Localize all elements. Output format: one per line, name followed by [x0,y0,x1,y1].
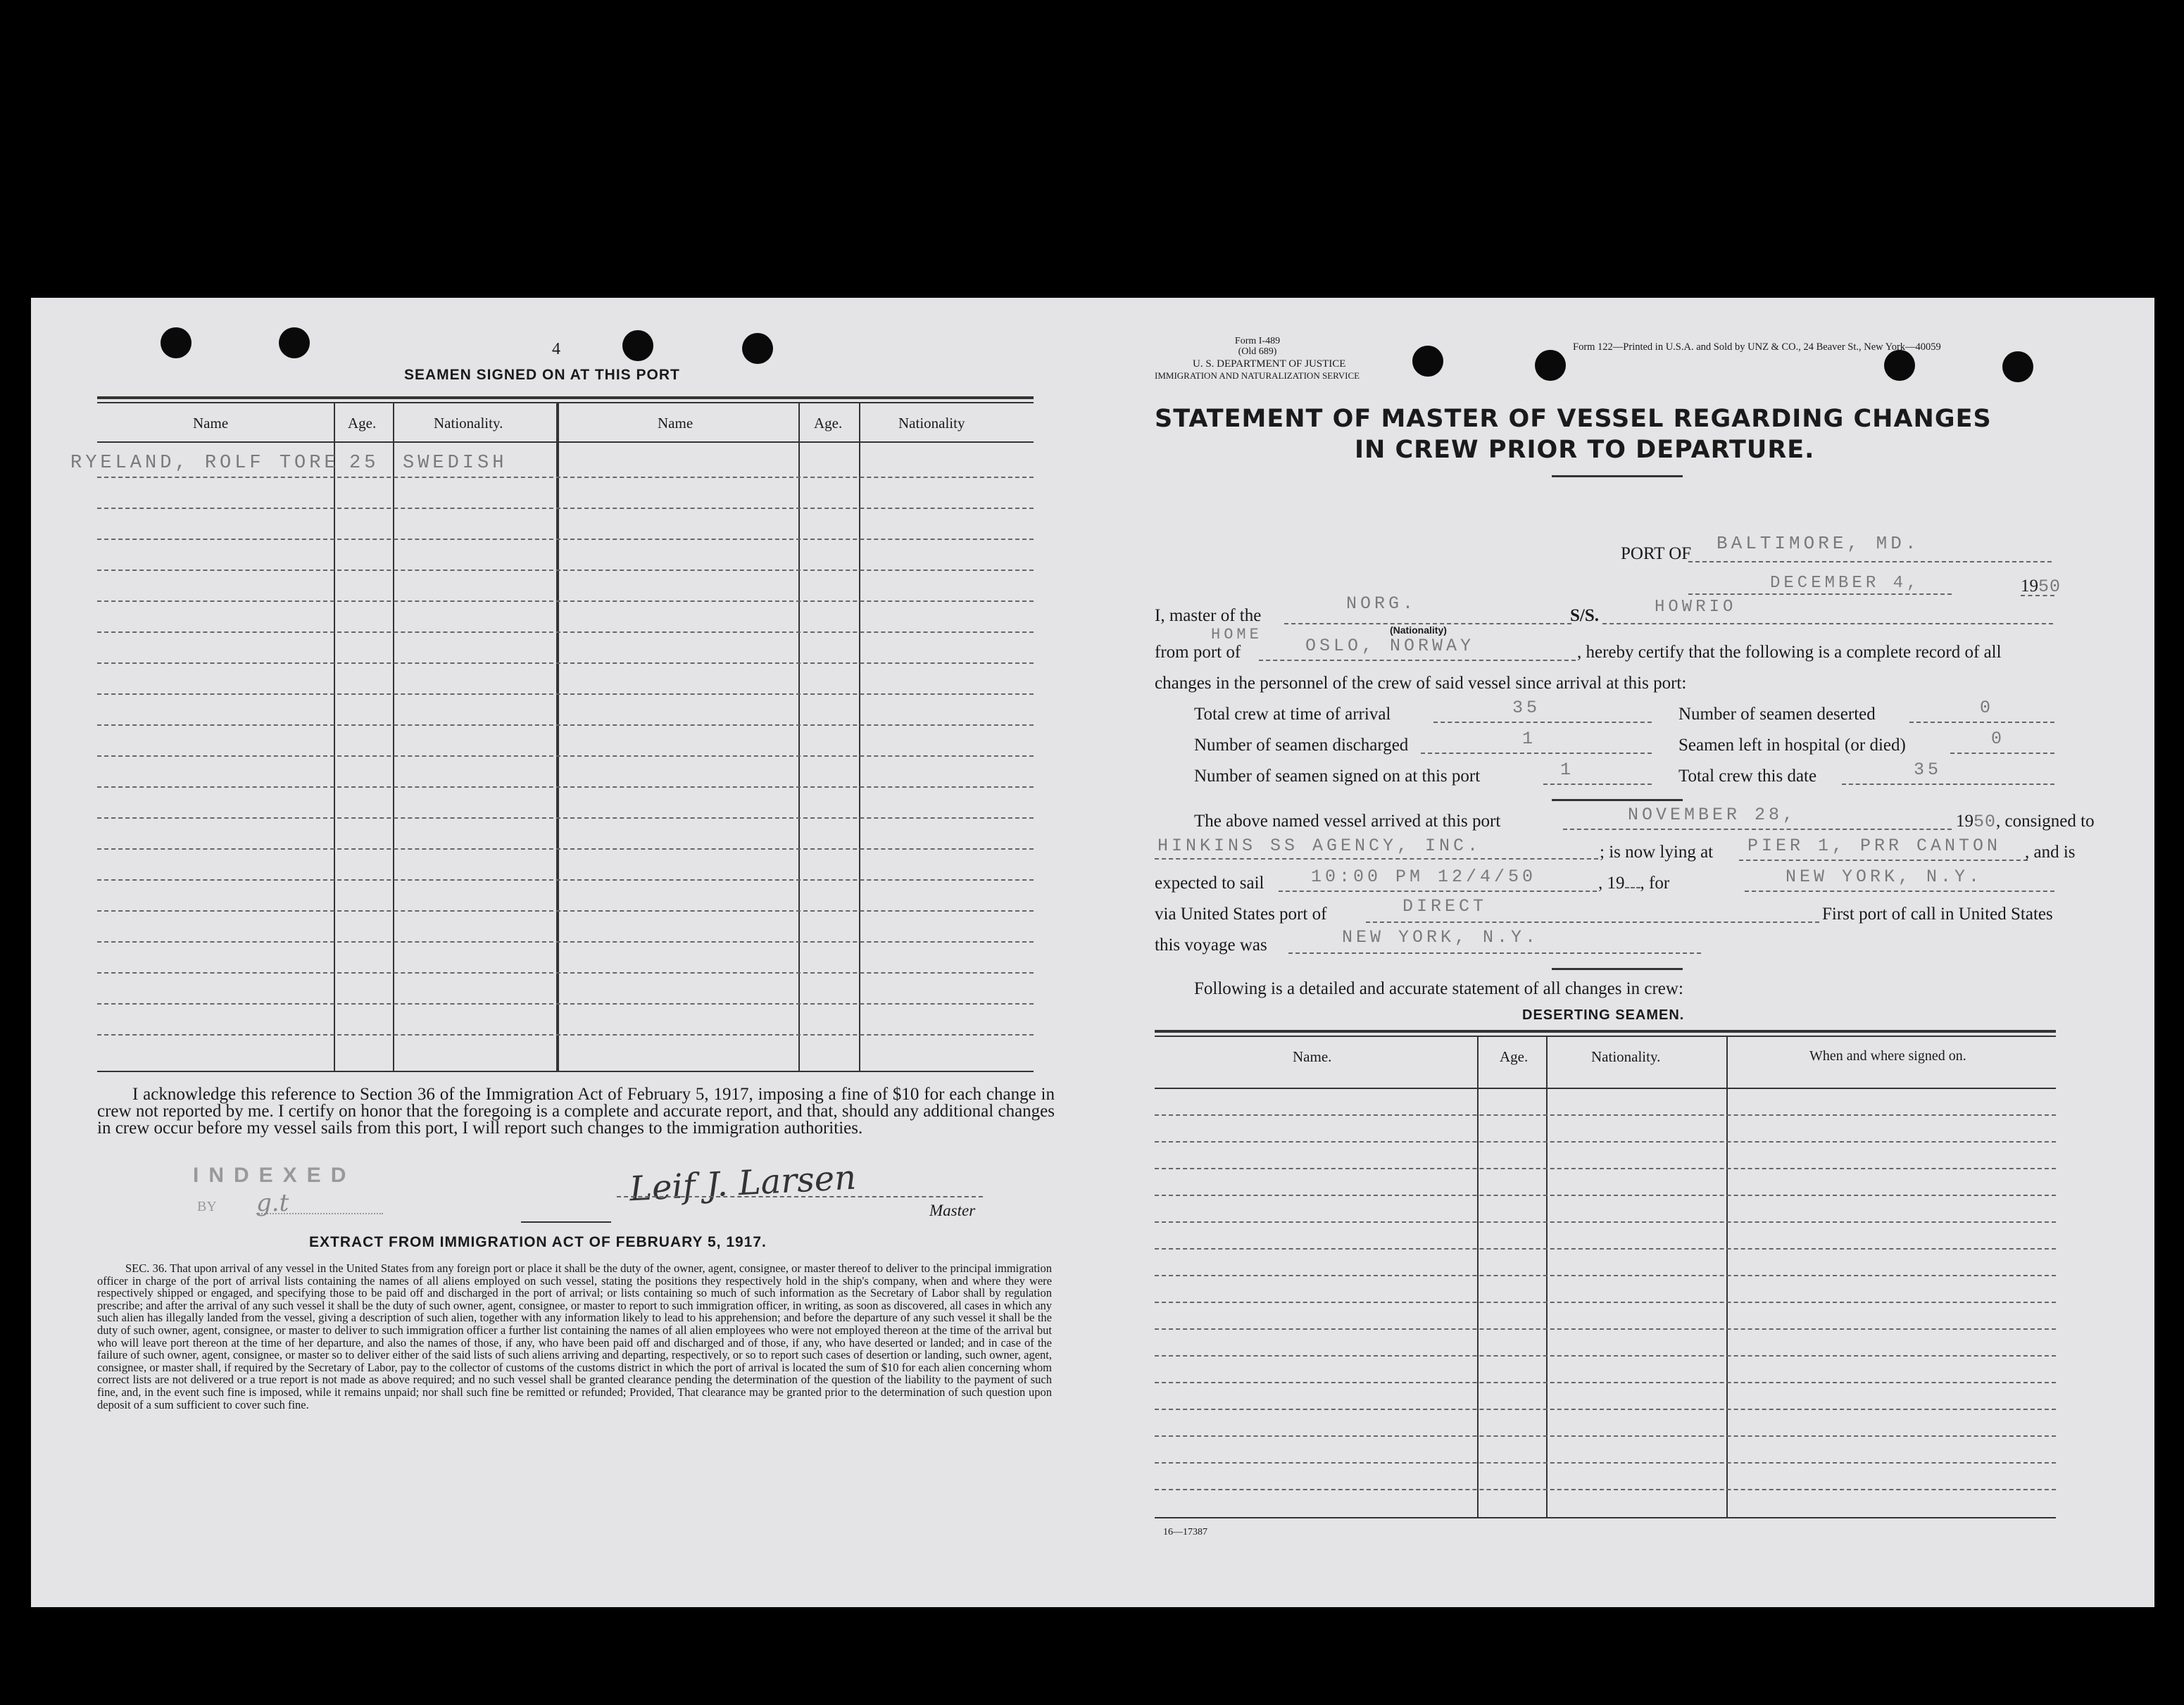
consignee-value: HINKINS SS AGENCY, INC. [1157,836,1482,856]
for-label: , for [1640,874,1670,893]
footer-code: 16—17387 [1163,1527,1207,1537]
nationality-caption: (Nationality) [1390,624,1447,636]
following-text: Following is a detailed and accurate statement of all changes in crew: [1194,979,1683,998]
master-of-label: I, master of the [1155,606,1262,625]
stat-signed-on: 1 [1560,760,1575,780]
master-signature: Leif J. Larsen [628,1157,858,1209]
punch-hole [279,327,310,358]
and-is: , and is [2025,843,2076,862]
via-value: DIRECT [1402,896,1488,917]
stat-deserted-label: Number of seamen deserted [1678,705,1876,724]
col-header-name-2: Name [658,415,694,432]
extract-text: SEC. 36. That upon arrival of any vessel in the United States from any foreign port or place it shall be the duty of the owner, agent, consignee, or master thereof to deliver to the principal immigration officer in charge of the port of arrival lists containing the names of all aliens employed on such vessel, stating the positions they respectively hold in the ship's company, when and where they were respectively shipped or engaged, and specifying those to be paid off and discharged in the port of arrival; or lists containing so much of such information as the Secretary of Labor shall by regulation prescribe; and after the arrival of any such vessel it shall be the duty of such owner, agent, consignee, or master to report to such immigration officer, in writing, as soon as discovered, all cases in which any such alien has illegally landed from the vessel, giving a description of such alien, together with any information likely to lead to his apprehension; and before the departure of any such vessel it shall be the duty of such owner, agent, consignee, or master to deliver to such immigration officer a further list containing the names of all alien employees who were not employed thereon at the time of the arrival but who will leave port thereon at the time of her departure, and also the names of those, if any, who have been paid off and discharged and of those, if any, who have deserted or landed; and in case of the failure of such owner, agent, consignee, or master so to deliver either of the said lists of such aliens arriving and departing, respectively, or so to report such cases of desertion or landing, such owner, agent, consignee, or master shall, if required by the Secretary of Labor, pay to the collector of customs of the customs district in which the port of arrival is located the sum of $10 for each alien concerning whom correct lists are not delivered or a true report is not made as above required; and no such vessel shall be granted clearance pending the determination of the question of the liability to the payment of such fine, and, in the event such fine is imposed, while it remains unpaid; nor shall such fine be remitted or refunded; Provided, That clearance may be granted prior to the determination of such question upon deposit of a sum sufficient to cover such fine. [97,1262,1053,1411]
home-value: HOME [1211,626,1262,643]
arrived-value: NOVEMBER 28, [1628,805,1797,825]
nationality-value: NORG. [1346,593,1417,614]
punch-hole [1412,346,1443,377]
certify-text: , hereby certify that the following is a complete record of all [1577,643,2002,662]
lying-value: PIER 1, PRR CANTON [1747,836,2002,856]
col-header-nationality-2: Nationality [898,415,965,432]
form-title-line2: IN CREW PRIOR TO DEPARTURE. [1355,436,1815,464]
service: IMMIGRATION AND NATURALIZATION SERVICE [1155,370,1360,381]
stat-hospital: 0 [1991,729,2006,749]
punch-hole [2002,351,2033,382]
deserting-title: DESERTING SEAMEN. [1522,1007,1685,1023]
expected-value: 10:00 PM 12/4/50 [1311,867,1537,887]
from-port-value: OSLO, NORWAY [1305,636,1475,656]
ship-prefix: S/S. [1570,606,1600,625]
page-number: 4 [552,340,560,358]
document-sheet [31,298,2154,1607]
acknowledgement-text: I acknowledge this reference to Section 36 of the Immigration Act of February 5, 1917, imposing a fine of $10 for each change in crew not reported by me. I certify on honor that the foregoing is a complete and accurate report, and that, should any additional changes in crew occur before my vessel sails from this port, I will report such changes to the immigration authorities. [97,1085,1055,1138]
port-of-label: PORT OF [1621,544,1692,563]
via-label: via United States port of [1155,905,1327,924]
stat-total-date-label: Total crew this date [1678,767,1817,786]
stamp-by: BY [197,1199,217,1214]
arrived-year: 50 [1973,812,1997,832]
desert-col-nationality: Nationality. [1591,1048,1661,1065]
consigned-label: , consigned to [1996,812,2095,831]
col-header-age-2: Age. [814,415,843,432]
date-value: DECEMBER 4, [1770,574,1921,593]
left-page-title: SEAMEN SIGNED ON AT THIS PORT [404,367,680,383]
desert-col-age: Age. [1500,1048,1529,1065]
from-port-label: from port of [1155,643,1241,662]
col-header-nationality: Nationality. [434,415,503,432]
desert-col-signed: When and where signed on. [1809,1048,1966,1064]
lying-label: ; is now lying at [1600,843,1714,862]
arrived-label: The above named vessel arrived at this port [1194,812,1501,831]
stat-discharged: 1 [1522,729,1537,749]
first-port-label: First port of call in United States [1822,905,2053,924]
voyage-value: NEW YORK, N.Y. [1342,927,1540,948]
stat-total-arrival: 35 [1512,698,1541,718]
ship-value: HOWRIO [1655,598,1737,617]
stat-total-arrival-label: Total crew at time of arrival [1194,705,1391,724]
printer-line: Form 122—Printed in U.S.A. and Sold by UNZ & CO., 24 Beaver St., New York—40059 [1573,341,1941,353]
table-row-name: RYELAND, ROLF TORE [70,453,339,474]
master-label: Master [929,1202,976,1219]
punch-hole [1884,350,1915,381]
form-id: Form I-489 [1234,336,1281,346]
port-of-value: BALTIMORE, MD. [1717,533,1920,554]
form-title-line1: STATEMENT OF MASTER OF VESSEL REGARDING CHANGES [1155,405,1992,433]
form-number [1203,336,1312,357]
punch-hole [161,327,192,358]
expected-year: , 19 [1598,874,1625,893]
voyage-label: this voyage was [1155,936,1267,955]
col-header-age: Age. [348,415,377,432]
extract-title: EXTRACT FROM IMMIGRATION ACT OF FEBRUARY 5, 1917. [309,1234,767,1250]
for-value: NEW YORK, N.Y. [1786,867,1983,887]
department: U. S. DEPARTMENT OF JUSTICE [1193,358,1346,370]
table-row-nationality: SWEDISH [403,453,508,474]
desert-col-name: Name. [1293,1048,1332,1065]
indexed-stamp: INDEXED BY g.t [193,1164,404,1234]
year-value: 50 [2038,577,2061,597]
stat-deserted: 0 [1980,698,1995,718]
punch-hole [622,330,653,361]
arrived-year-prefix: 19 [1956,812,1973,831]
table-row-age: 25 [349,453,379,474]
old-form-id: (Old 689) [1238,346,1277,357]
expected-label: expected to sail [1155,874,1264,893]
stamp-text: INDEXED [193,1164,356,1187]
stat-total-date: 35 [1914,760,1943,780]
stat-signed-on-label: Number of seamen signed on at this port [1194,767,1481,786]
col-header-name: Name [193,415,229,432]
year-prefix: 19 [2021,577,2038,596]
punch-hole [1535,350,1566,381]
punch-hole [742,333,773,364]
stat-hospital-label: Seamen left in hospital (or died) [1678,736,1906,755]
stat-discharged-label: Number of seamen discharged [1194,736,1409,755]
changes-text: changes in the personnel of the crew of said vessel since arrival at this port: [1155,674,1687,693]
